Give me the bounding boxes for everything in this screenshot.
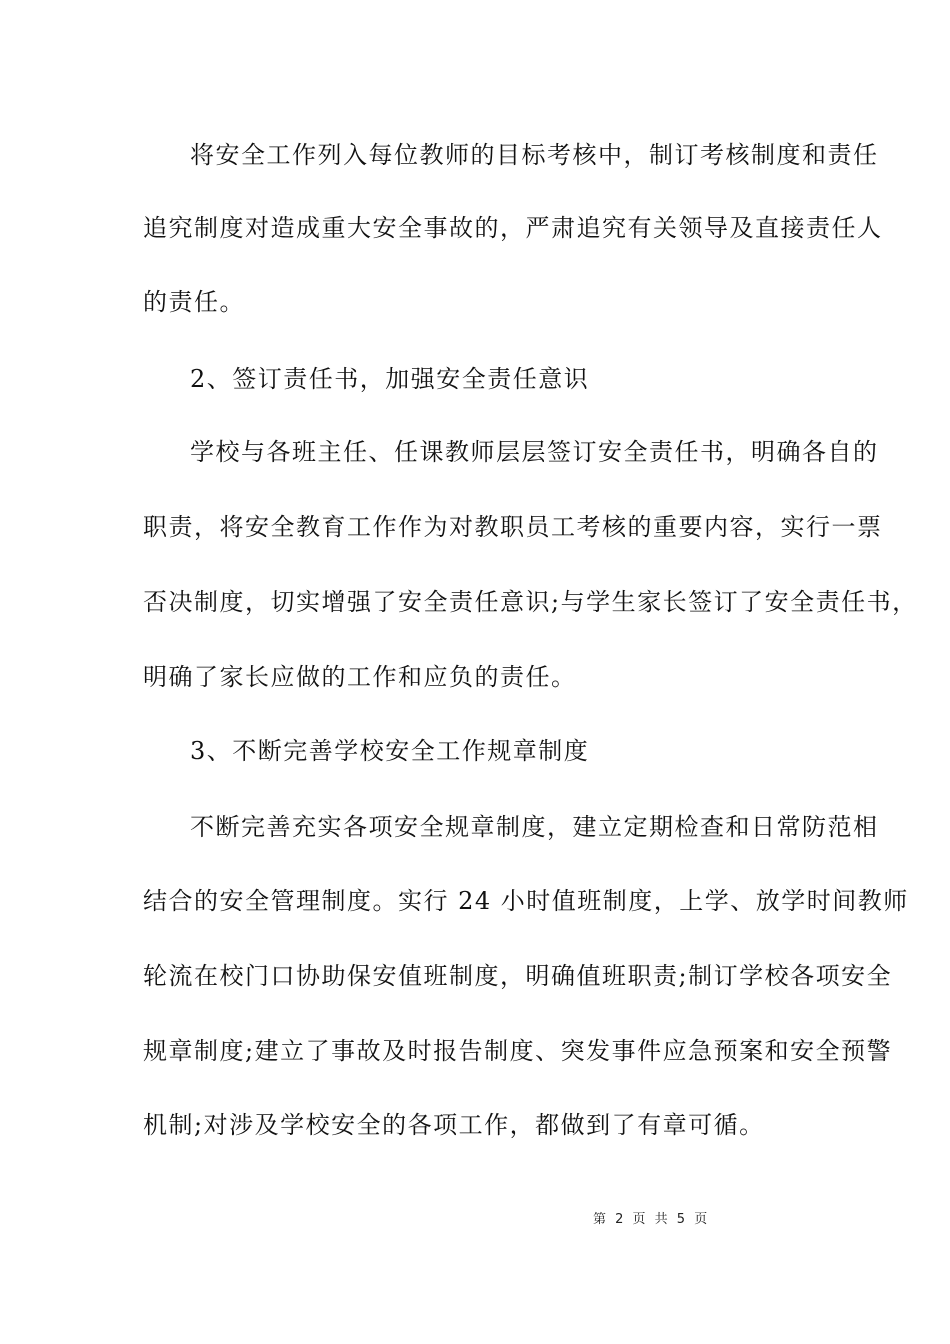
paragraph-line: 机制;对涉及学校安全的各项工作，都做到了有章可循。	[143, 1111, 765, 1139]
paragraph-line: 结合的安全管理制度。实行 24 小时值班制度，上学、放学时间教师	[143, 887, 909, 915]
page-number: 第 2 页 共 5 页	[593, 1212, 709, 1227]
paragraph-line: 否决制度，切实增强了安全责任意识;与学生家长签订了安全责任书，	[143, 588, 918, 616]
paragraph-line: 追究制度对造成重大安全事故的，严肃追究有关领导及直接责任人	[143, 214, 883, 242]
paragraph-line: 职责，将安全教育工作作为对教职员工考核的重要内容，实行一票	[143, 513, 883, 541]
section-heading: 2、签订责任书，加强安全责任意识	[190, 365, 590, 393]
paragraph-line: 学校与各班主任、任课教师层层签订安全责任书，明确各自的	[190, 438, 879, 466]
paragraph-line: 将安全工作列入每位教师的目标考核中，制订考核制度和责任	[190, 141, 879, 169]
paragraph-line: 不断完善充实各项安全规章制度，建立定期检查和日常防范相	[190, 813, 879, 841]
paragraph-line: 轮流在校门口协助保安值班制度，明确值班职责;制订学校各项安全	[143, 962, 893, 990]
paragraph-line: 的责任。	[143, 288, 245, 316]
paragraph-line: 规章制度;建立了事故及时报告制度、突发事件应急预案和安全预警	[143, 1037, 893, 1065]
section-heading: 3、不断完善学校安全工作规章制度	[190, 737, 590, 765]
paragraph-line: 明确了家长应做的工作和应负的责任。	[143, 663, 577, 691]
